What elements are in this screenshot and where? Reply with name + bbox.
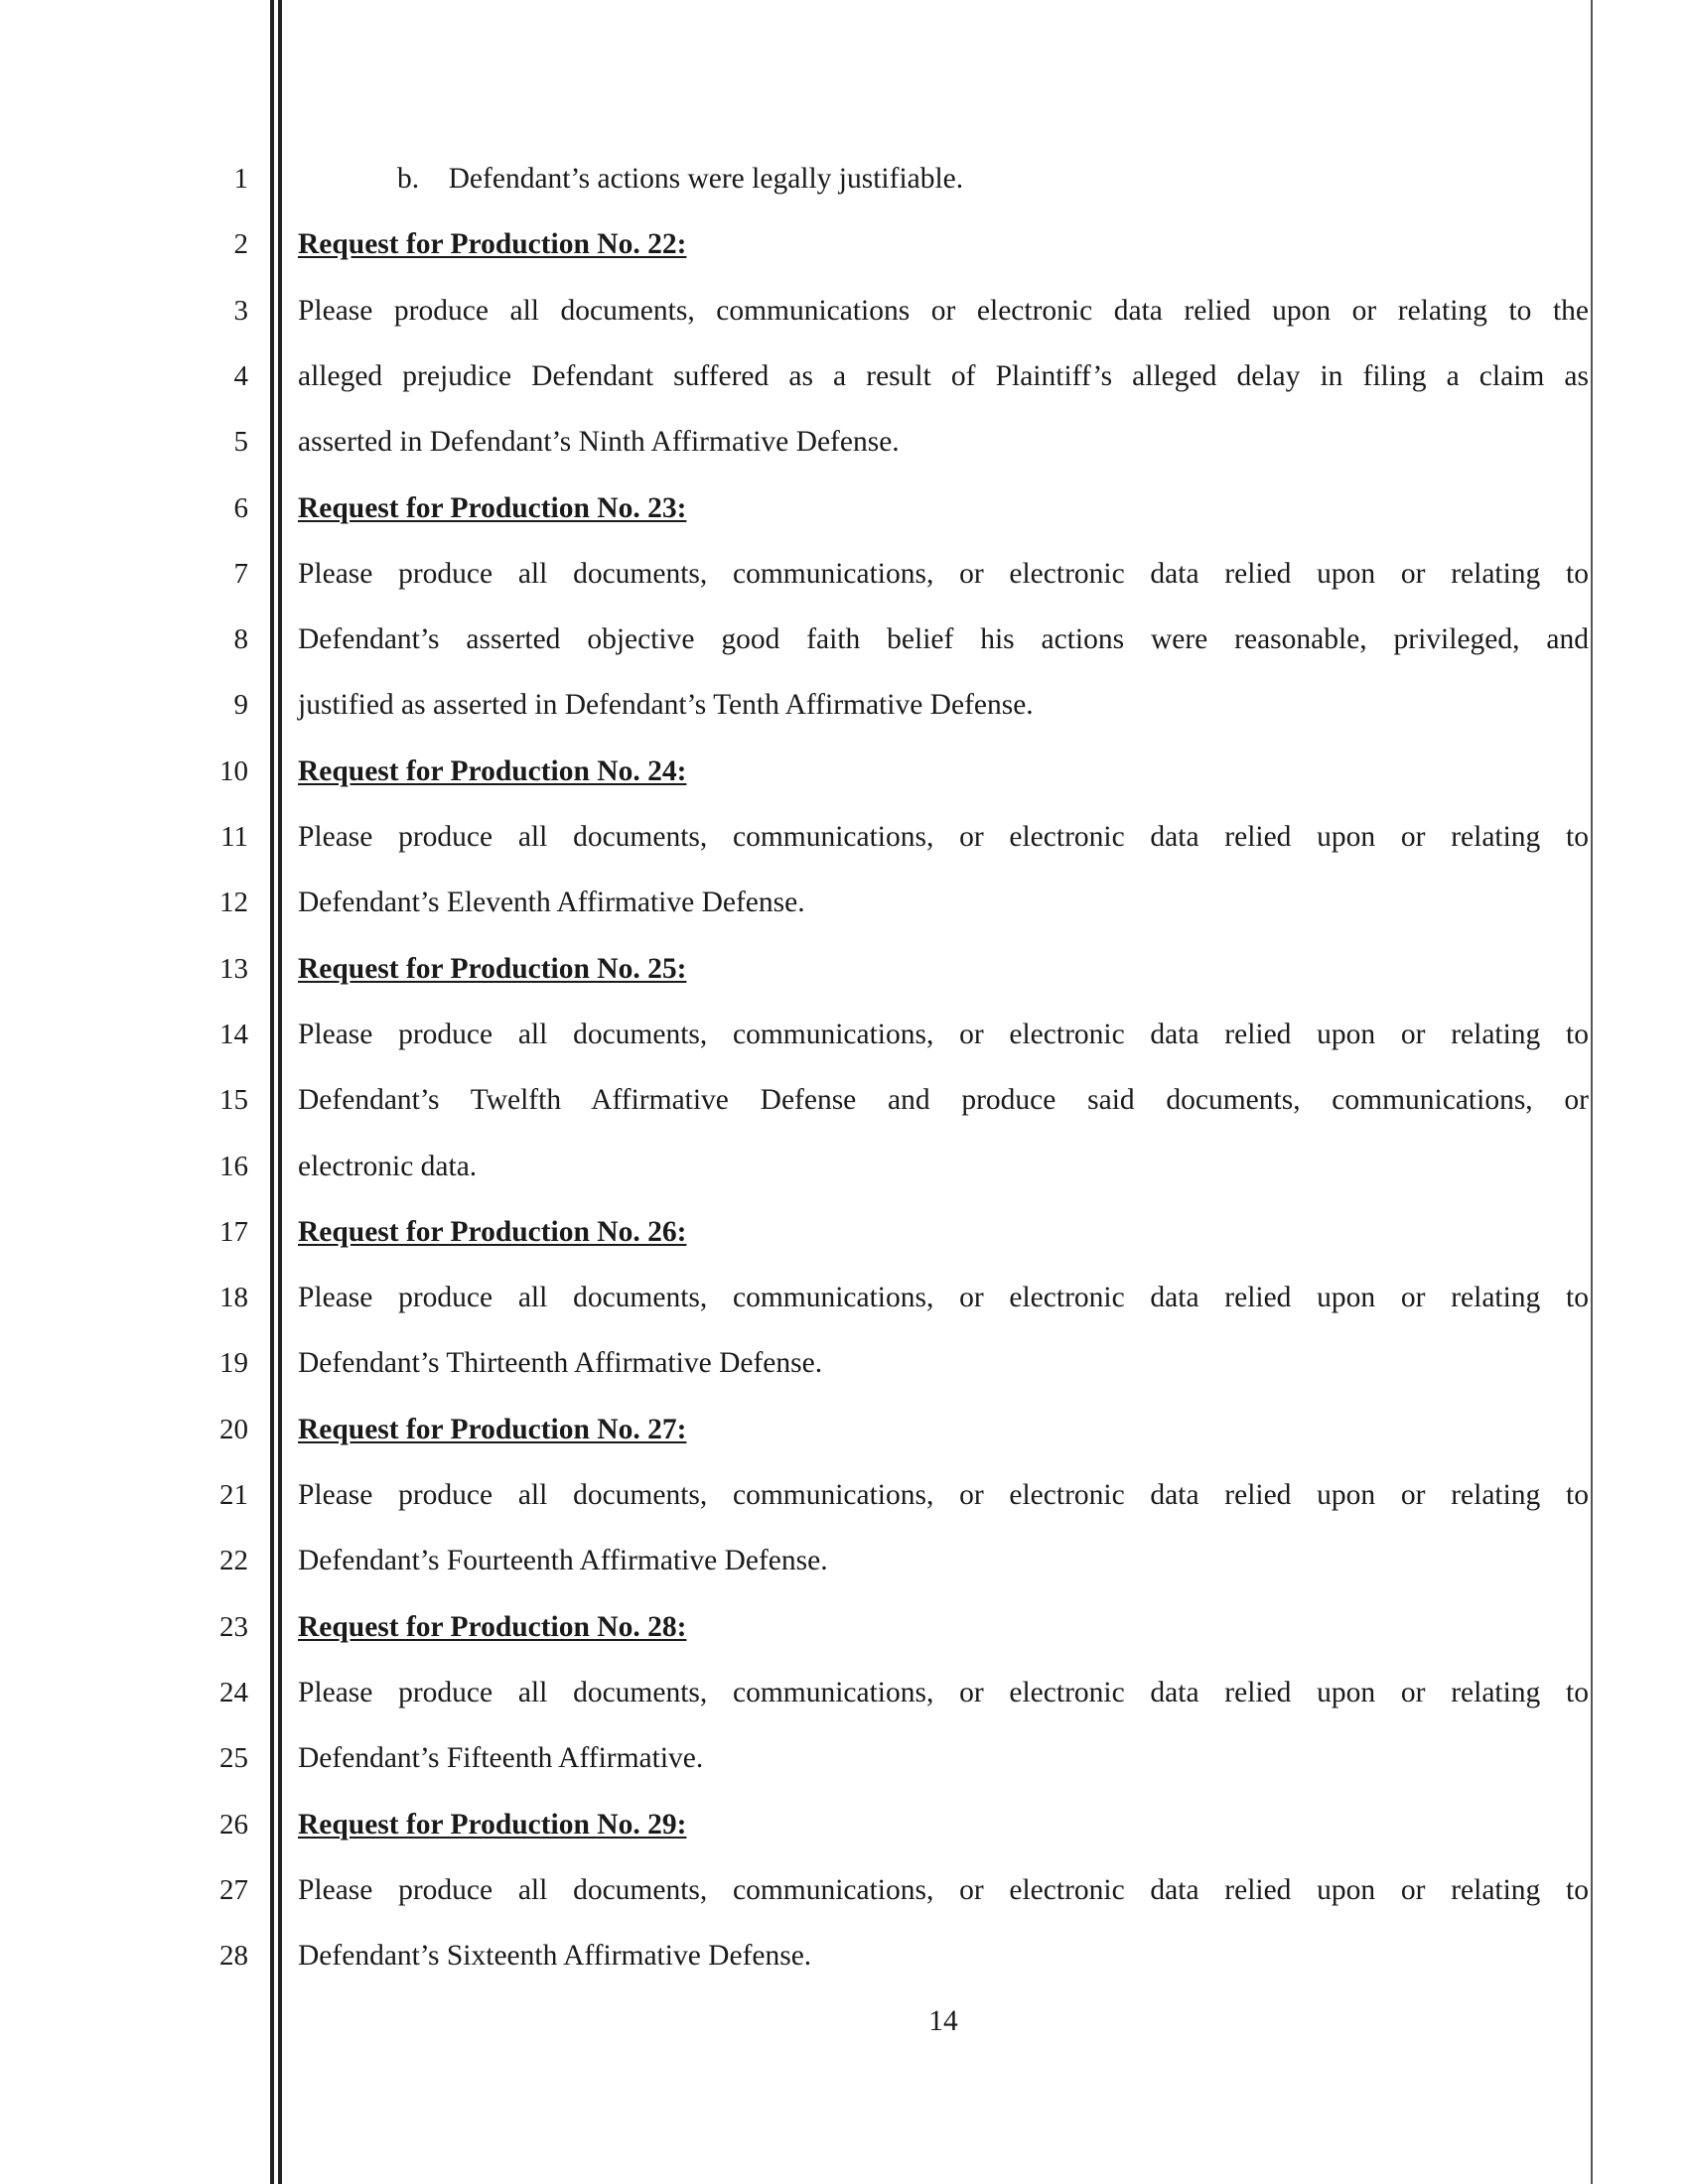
left-margin-rule — [270, 0, 274, 2184]
body-line: Please produce all documents, communications, or electronic data relied upon or relating to — [298, 1282, 1589, 1314]
request-heading: Request for Production No. 28: — [298, 1610, 687, 1643]
line-number: 11 — [220, 821, 248, 853]
line-number: 7 — [233, 557, 248, 590]
body-line: alleged prejudice Defendant suffered as a result of Plaintiff’s alleged delay in filing a claim as — [298, 359, 1589, 392]
list-item: b. Defendant’s actions were legally justifiable. — [397, 163, 964, 195]
line-number: 17 — [219, 1215, 248, 1248]
body-line-last: Defendant’s Thirteenth Affirmative Defense. — [298, 1347, 823, 1380]
line-number: 9 — [233, 689, 248, 722]
line-number: 12 — [219, 887, 248, 919]
line-number: 4 — [233, 359, 248, 392]
body-line: Please produce all documents, communications, or electronic data relied upon or relating to — [298, 1873, 1589, 1906]
left-margin-rule-inner — [278, 0, 282, 2184]
body-line: Please produce all documents, communications, or electronic data relied upon or relating to — [298, 1676, 1589, 1708]
line-number: 3 — [233, 294, 248, 327]
line-number: 25 — [219, 1742, 248, 1775]
body-line-last: Defendant’s Eleventh Affirmative Defense. — [298, 887, 805, 919]
body-line: Defendant’s asserted objective good faith belief his actions were reasonable, privileged, and — [298, 623, 1589, 656]
line-number: 5 — [233, 426, 248, 459]
line-number: 16 — [219, 1150, 248, 1182]
line-number: 21 — [219, 1479, 248, 1511]
body-line-last: electronic data. — [298, 1150, 478, 1182]
line-number: 1 — [233, 163, 248, 195]
request-heading: Request for Production No. 26: — [298, 1215, 687, 1248]
body-line: Please produce all documents, communications or electronic data relied upon or relating to the — [298, 294, 1589, 327]
line-number: 23 — [219, 1610, 248, 1643]
request-heading: Request for Production No. 22: — [298, 228, 687, 261]
body-line-last: justified as asserted in Defendant’s Tenth Affirmative Defense. — [298, 689, 1034, 722]
request-heading: Request for Production No. 25: — [298, 952, 687, 985]
line-number: 2 — [233, 228, 248, 261]
body-line: Please produce all documents, communications, or electronic data relied upon or relating to — [298, 1479, 1589, 1511]
line-number: 27 — [219, 1873, 248, 1906]
request-heading: Request for Production No. 24: — [298, 754, 687, 787]
line-number: 15 — [219, 1084, 248, 1117]
line-number: 10 — [219, 754, 248, 787]
body-line-last: Defendant’s Sixteenth Affirmative Defense. — [298, 1940, 812, 1973]
body-line: Please produce all documents, communications, or electronic data relied upon or relating to — [298, 821, 1589, 853]
line-number: 26 — [219, 1808, 248, 1841]
body-line: Please produce all documents, communications, or electronic data relied upon or relating to — [298, 557, 1589, 590]
line-number: 18 — [219, 1282, 248, 1314]
line-number: 22 — [219, 1545, 248, 1577]
request-heading: Request for Production No. 27: — [298, 1413, 687, 1445]
line-number: 24 — [219, 1676, 248, 1708]
line-number: 13 — [219, 952, 248, 985]
body-line: Defendant’s Twelfth Affirmative Defense and produce said documents, communications, or — [298, 1084, 1589, 1117]
right-margin-rule — [1591, 0, 1593, 2184]
request-heading: Request for Production No. 23: — [298, 491, 687, 524]
line-number: 19 — [219, 1347, 248, 1380]
line-number: 28 — [219, 1940, 248, 1973]
body-line-last: Defendant’s Fourteenth Affirmative Defense. — [298, 1545, 828, 1577]
line-number: 8 — [233, 623, 248, 656]
body-line-last: asserted in Defendant’s Ninth Affirmative Defense. — [298, 426, 900, 459]
line-number: 6 — [233, 491, 248, 524]
body-line: Please produce all documents, communications, or electronic data relied upon or relating to — [298, 1018, 1589, 1050]
request-heading: Request for Production No. 29: — [298, 1808, 687, 1841]
body-line-last: Defendant’s Fifteenth Affirmative. — [298, 1742, 704, 1775]
line-number: 20 — [219, 1413, 248, 1445]
page-number: 14 — [928, 2005, 958, 2037]
line-number: 14 — [219, 1018, 248, 1050]
